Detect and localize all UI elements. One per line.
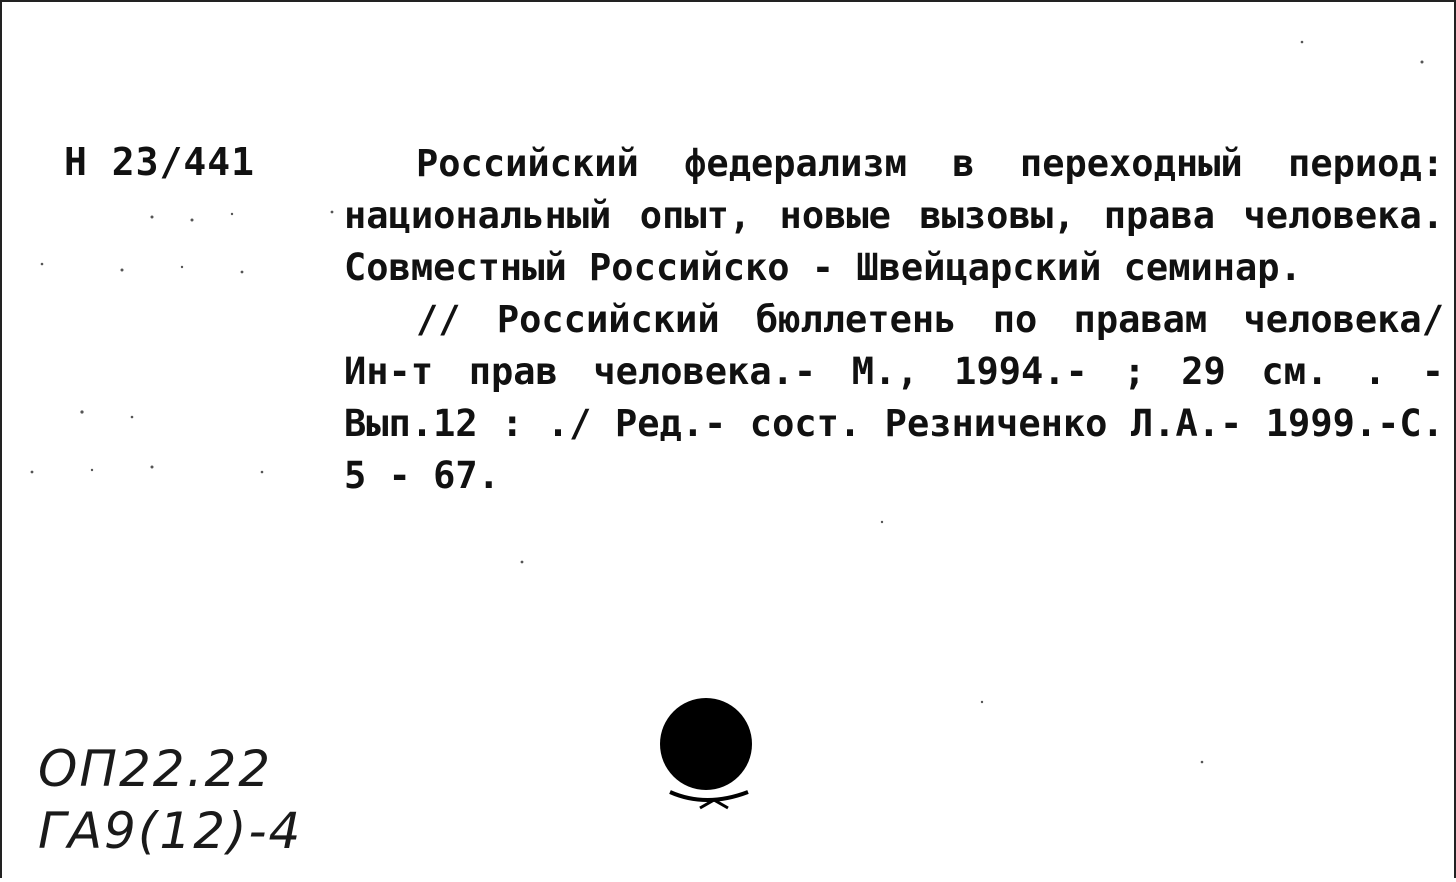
- handwritten-classification-2: ГА9(12)-4: [38, 802, 303, 860]
- handwritten-classification-1: ОП22.22: [38, 740, 273, 798]
- punch-hole: [656, 696, 766, 816]
- source-paragraph: // Российский бюллетень по правам человека/ Ин-т прав человека.- М., 1994.- ; 29 см. . - Вып.12 : ./ Ред.- сост. Резниченко Л.А.- 1999.-С. 5 - 67.: [344, 298, 1444, 497]
- bibliographic-entry: [344, 138, 1444, 502]
- shelf-mark: Н 23/441: [64, 140, 256, 184]
- title-paragraph: Российский федерализм в переходный период: национальный опыт, новые вызовы, права человека. Совместный Российско - Швейцарский семинар.: [344, 142, 1444, 289]
